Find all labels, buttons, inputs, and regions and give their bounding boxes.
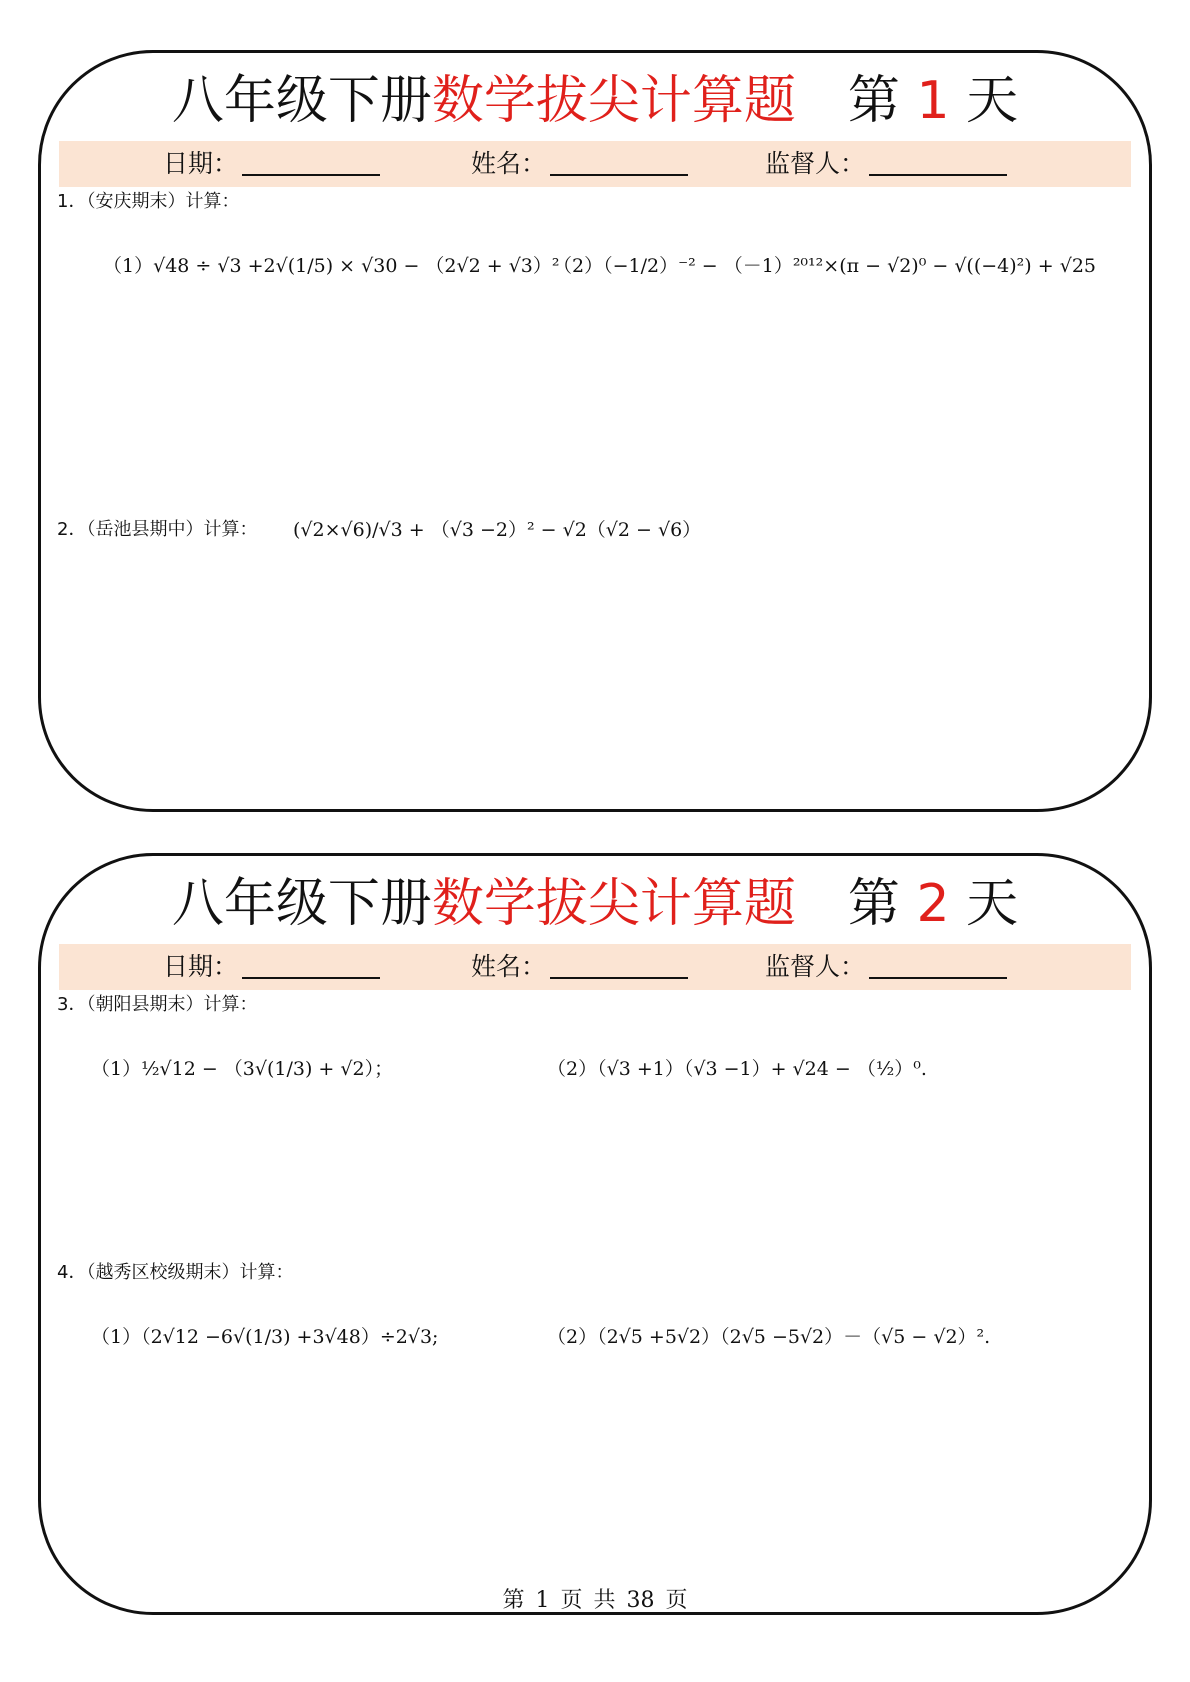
supervisor-label: 监督人： — [765, 149, 866, 178]
day-title — [41, 67, 1149, 135]
day-number: 2 — [916, 874, 950, 934]
question-part: （2）（−1/2）⁻² − （－1）²⁰¹²×(π − √2)⁰ − √((−4)²) + √25 — [553, 255, 1096, 277]
question-part: （1）½√12 − （3√(1/3) + √2）； — [91, 1058, 394, 1080]
day-prefix: 第 — [847, 71, 900, 131]
question-part: （2）（2√5 +5√2）（2√5 −5√2）－（√5 − √2）². — [547, 1326, 991, 1348]
date-blank[interactable] — [242, 144, 380, 176]
name-blank[interactable] — [550, 144, 688, 176]
question-heading: 3．（朝阳县期末）计算： — [57, 994, 258, 1015]
supervisor-blank[interactable] — [869, 947, 1007, 979]
name-field — [471, 141, 688, 187]
name-field — [471, 944, 688, 990]
supervisor-label: 监督人： — [765, 952, 866, 981]
question-part: （1）√48 ÷ √3 +2√(1/5) × √30 − （2√2 + √3）² — [103, 255, 560, 277]
question-heading: 1．（安庆期末）计算： — [57, 191, 240, 212]
day-suffix: 天 — [966, 874, 1019, 934]
question-part: (√2×√6)/√3 + （√3 −2）² − √2（√2 − √6） — [293, 519, 702, 541]
page-footer: 第 1 页 共 38 页 — [502, 1588, 688, 1613]
day-number: 1 — [916, 71, 950, 131]
date-label: 日期： — [163, 149, 239, 178]
question-heading: 4．（越秀区校级期末）计算： — [57, 1262, 294, 1283]
supervisor-blank[interactable] — [869, 144, 1007, 176]
info-bar — [59, 141, 1131, 187]
question-heading: 2．（岳池县期中）计算： — [57, 519, 258, 540]
day-title — [41, 870, 1149, 938]
title-black: 八年级下册 — [171, 71, 432, 131]
question-part: （1）（2√12 −6√(1/3) +3√48）÷2√3; — [91, 1326, 439, 1348]
name-label: 姓名： — [471, 952, 547, 981]
info-bar — [59, 944, 1131, 990]
date-field — [163, 141, 380, 187]
question-part: （2）（√3 +1）（√3 −1）+ √24 − （½）⁰. — [547, 1058, 927, 1080]
name-blank[interactable] — [550, 947, 688, 979]
date-label: 日期： — [163, 952, 239, 981]
day-card-2 — [38, 853, 1152, 1615]
date-field — [163, 944, 380, 990]
title-red: 数学拔尖计算题 — [431, 874, 796, 934]
supervisor-field — [765, 944, 1007, 990]
title-red: 数学拔尖计算题 — [431, 71, 796, 131]
date-blank[interactable] — [242, 947, 380, 979]
day-suffix: 天 — [966, 71, 1019, 131]
day-prefix: 第 — [847, 874, 900, 934]
title-black: 八年级下册 — [171, 874, 432, 934]
day-card-1 — [38, 50, 1152, 812]
supervisor-field — [765, 141, 1007, 187]
name-label: 姓名： — [471, 149, 547, 178]
